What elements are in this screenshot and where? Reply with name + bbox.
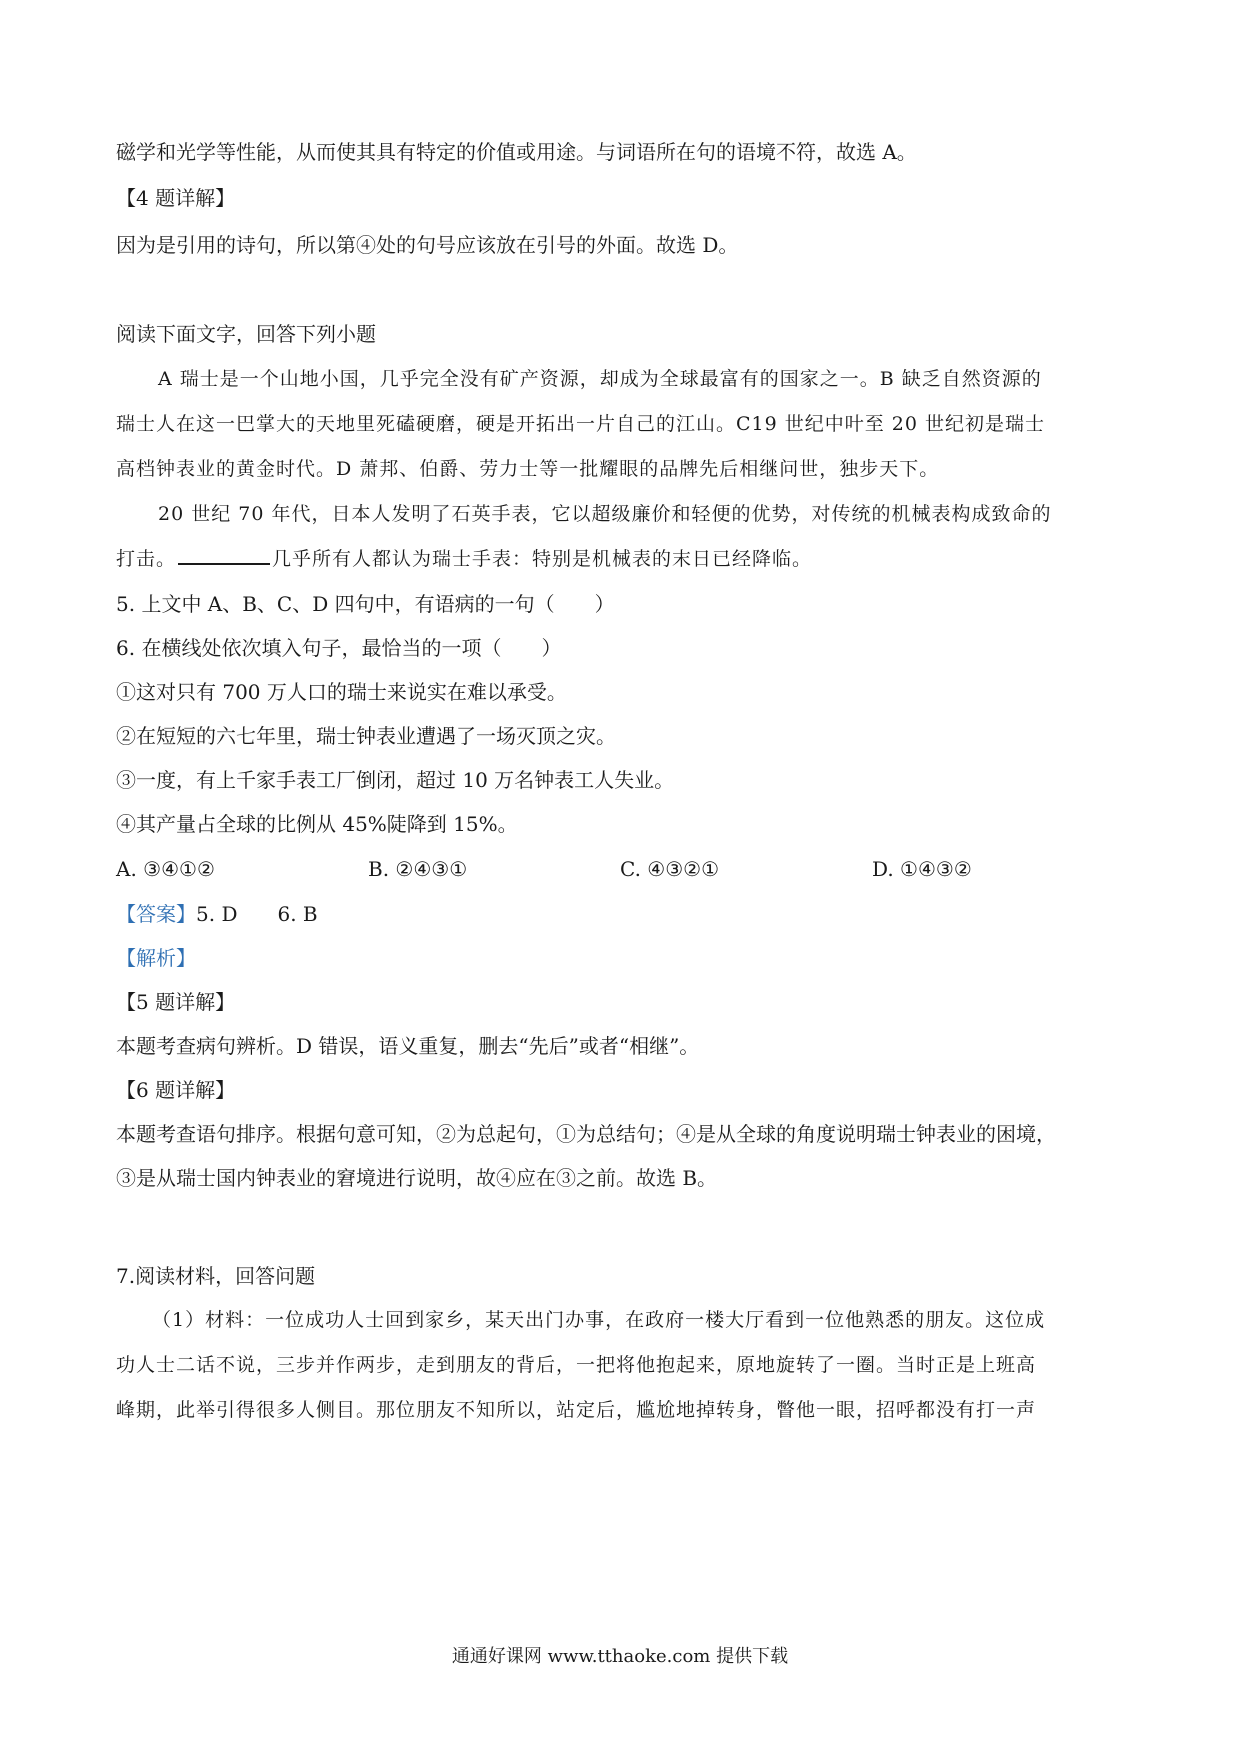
sentence-option: ①这对只有 700 万人口的瑞士来说实在难以承受。 — [116, 680, 567, 704]
passage-line: A 瑞士是一个山地小国，几乎完全没有矿产资源，却成为全球最富有的国家之一。B 缺乏自然资源的 — [158, 368, 1042, 390]
paragraph-line: 因为是引用的诗句，所以第④处的句号应该放在引号的外面。故选 D。 — [116, 233, 739, 257]
choice-b: B. ②④③① — [368, 857, 468, 881]
analysis-label: 【解析】 — [116, 946, 196, 970]
choice-a: A. ③④①② — [116, 857, 215, 881]
page-footer: 通通好课网 www.tthaoke.com 提供下载 — [451, 1646, 789, 1667]
passage-line — [116, 545, 812, 573]
paragraph-line: 本题考查病句辨析。D 错误，语义重复，删去“先后”或者“相继”。 — [116, 1034, 700, 1058]
section-heading: 【4 题详解】 — [116, 186, 236, 210]
paragraph-line: ③是从瑞士国内钟表业的窘境进行说明，故④应在③之前。故选 B。 — [116, 1166, 718, 1190]
question-5: 5. 上文中 A、B、C、D 四句中，有语病的一句（ ） — [116, 592, 615, 616]
sentence-option: ④其产量占全球的比例从 45%陡降到 15%。 — [116, 812, 518, 836]
answer-label: 【答案】 — [116, 902, 196, 926]
passage-line: 瑞士人在这一巴掌大的天地里死磕硬磨，硬是开拓出一片自己的江山。C19 世纪中叶至 20 世纪初是瑞士 — [116, 413, 1046, 435]
paragraph-line: 磁学和光学等性能，从而使其具有特定的价值或用途。与词语所在句的语境不符，故选 A。 — [116, 140, 917, 164]
answer-line — [116, 900, 318, 928]
question-7-title: 7.阅读材料，回答问题 — [116, 1264, 316, 1288]
passage-text: 打击。 — [116, 548, 177, 570]
material-line: （1）材料：一位成功人士回到家乡，某天出门办事，在政府一楼大厅看到一位他熟悉的朋友。这位成 — [152, 1309, 1046, 1331]
material-line: 峰期，此举引得很多人侧目。那位朋友不知所以，站定后，尴尬地掉转身，瞥他一眼，招呼都没有打一声 — [116, 1399, 1037, 1421]
fill-blank — [178, 545, 270, 565]
passage-line: 高档钟表业的黄金时代。D 萧邦、伯爵、劳力士等一批耀眼的品牌先后相继问世，独步天下。 — [116, 458, 940, 480]
answer-value: 5. D 6. B — [196, 902, 318, 926]
passage-text: 几乎所有人都认为瑞士手表：特别是机械表的末日已经降临。 — [272, 548, 813, 570]
passage-line: 20 世纪 70 年代，日本人发明了石英手表，它以超级廉价和轻便的优势，对传统的机械表构成致命的 — [158, 503, 1052, 525]
section-heading: 【5 题详解】 — [116, 990, 236, 1014]
choice-d: D. ①④③② — [872, 857, 972, 881]
paragraph-line: 本题考查语句排序。根据句意可知，②为总起句，①为总结句；④是从全球的角度说明瑞士钟表业的困境， — [116, 1122, 1056, 1146]
choice-c: C. ④③②① — [620, 857, 720, 881]
section-heading: 【6 题详解】 — [116, 1078, 236, 1102]
sentence-option: ②在短短的六七年里，瑞士钟表业遭遇了一场灭顶之灾。 — [116, 724, 616, 748]
question-6: 6. 在横线处依次填入句子，最恰当的一项（ ） — [116, 636, 562, 660]
reading-intro: 阅读下面文字，回答下列小题 — [116, 322, 376, 346]
material-line: 功人士二话不说，三步并作两步，走到朋友的背后，一把将他抱起来，原地旋转了一圈。当时正是上班高 — [116, 1354, 1037, 1376]
sentence-option: ③一度，有上千家手表工厂倒闭，超过 10 万名钟表工人失业。 — [116, 768, 675, 792]
